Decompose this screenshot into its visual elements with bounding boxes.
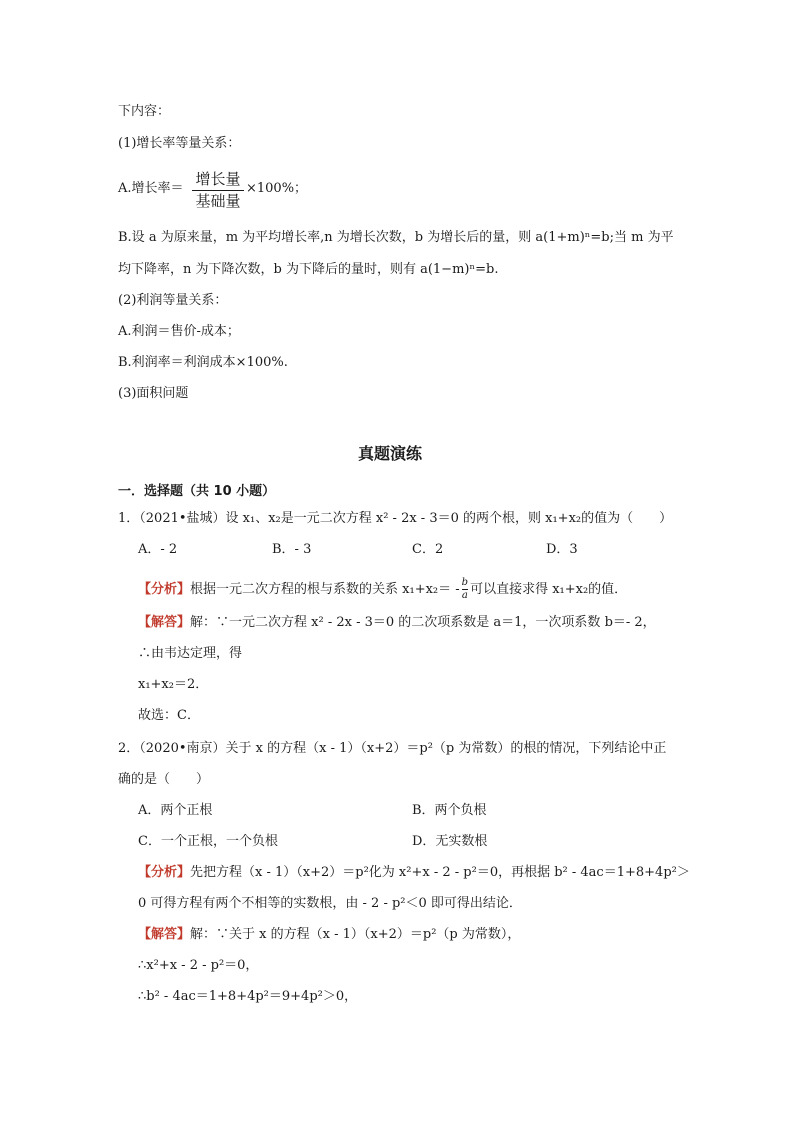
- intro-lead: 下内容：: [118, 104, 171, 119]
- q2-option-b: B．两个负根: [412, 803, 487, 818]
- q2-analysis-line1: [138, 864, 690, 882]
- q2-answer-line1: [138, 926, 520, 944]
- q2-answer-text: 解：∵关于 x 的方程（x - 1）（x+2）＝p²（p 为常数），: [190, 927, 521, 942]
- profit-b: B.利润率＝利润成本×100%.: [118, 355, 288, 370]
- q1-analysis-text: 根据一元二次方程的根与系数的关系 x₁+x₂＝ -: [190, 582, 460, 597]
- q2-answer-line2: ∴x²+x - 2 - p²＝0，: [138, 958, 259, 973]
- growth-a-suffix: ×100%；: [246, 181, 308, 196]
- q1-analysis-tail: 可以直接求得 x₁+x₂的值．: [470, 582, 628, 597]
- q2-analysis-text: 先把方程（x - 1）（x+2）＝p²化为 x²+x - 2 - p²＝0，再根据 b² - 4ac＝1+8+4p²＞: [190, 865, 690, 880]
- growth-fraction-denominator: 基础量: [195, 192, 241, 210]
- analysis-tag: 【分析】: [138, 582, 191, 597]
- fraction-denominator: a: [461, 590, 468, 601]
- q1-option-a: A．- 2: [138, 542, 178, 557]
- q2-answer-line3: ∴b² - 4ac＝1+8+4p²＝9+4p²＞0，: [138, 989, 358, 1004]
- q1-answer-line4: 故选：C．: [138, 708, 200, 723]
- analysis-tag: 【分析】: [138, 865, 191, 880]
- area-title: (3)面积问题: [118, 386, 189, 401]
- profit-a: A.利润＝售价-成本；: [118, 324, 240, 339]
- q2-stem-line1: 2．（2020•南京）关于 x 的方程（x - 1）（x+2）＝p²（p 为常数）的根的情况，下列结论中正: [118, 741, 667, 756]
- growth-b-line2: 均下降率，n 为下降次数，b 为下降后的量时，则有 a(1−m)ⁿ=b.: [118, 262, 499, 277]
- q1-option-d: D．3: [546, 542, 578, 557]
- fraction-numerator: b: [461, 577, 469, 588]
- b-over-a-fraction: [462, 578, 468, 601]
- q2-option-c: C．一个正根，一个负根: [138, 834, 278, 849]
- q1-stem: 1．（2021•盐城）设 x₁、x₂是一元二次方程 x² - 2x - 3＝0 的两个根，则 x₁+x₂的值为（ ）: [118, 511, 673, 526]
- q1-answer-text: 解：∵一元二次方程 x² - 2x - 3＝0 的二次项系数是 a＝1，一次项系数 b＝- 2，: [190, 615, 656, 630]
- q1-analysis: [138, 578, 627, 601]
- q2-analysis-line2: 0 可得方程有两个不相等的实数根，由 - 2 - p²＜0 即可得出结论．: [138, 896, 522, 911]
- answer-tag: 【解答】: [138, 927, 191, 942]
- q2-option-a: A．两个正根: [138, 803, 213, 818]
- growth-title: (1)增长率等量关系：: [118, 136, 241, 151]
- fraction-bar: [192, 190, 244, 191]
- q1-answer-line3: x₁+x₂＝2．: [138, 677, 209, 692]
- part-heading: 一．选择题（共 10 小题）: [118, 484, 276, 499]
- q1-answer-line1: [138, 614, 656, 632]
- section-heading: 真题演练: [358, 444, 423, 463]
- growth-fraction: [192, 170, 244, 211]
- answer-tag: 【解答】: [138, 615, 191, 630]
- q1-option-b: B．- 3: [272, 542, 312, 557]
- growth-fraction-numerator: 增长量: [195, 170, 241, 188]
- growth-b-line1: B.设 a 为原来量，m 为平均增长率,n 为增长次数，b 为增长后的量，则 a(1+m)ⁿ=b;当 m 为平: [118, 230, 674, 245]
- q2-option-d: D．无实数根: [412, 834, 488, 849]
- q1-answer-line2: ∴由韦达定理，得: [138, 646, 243, 661]
- q1-option-c: C．2: [412, 542, 444, 557]
- profit-title: (2)利润等量关系：: [118, 293, 228, 308]
- q2-stem-line2: 确的是（ ）: [118, 772, 210, 787]
- growth-a-prefix: A.增长率＝: [118, 181, 184, 196]
